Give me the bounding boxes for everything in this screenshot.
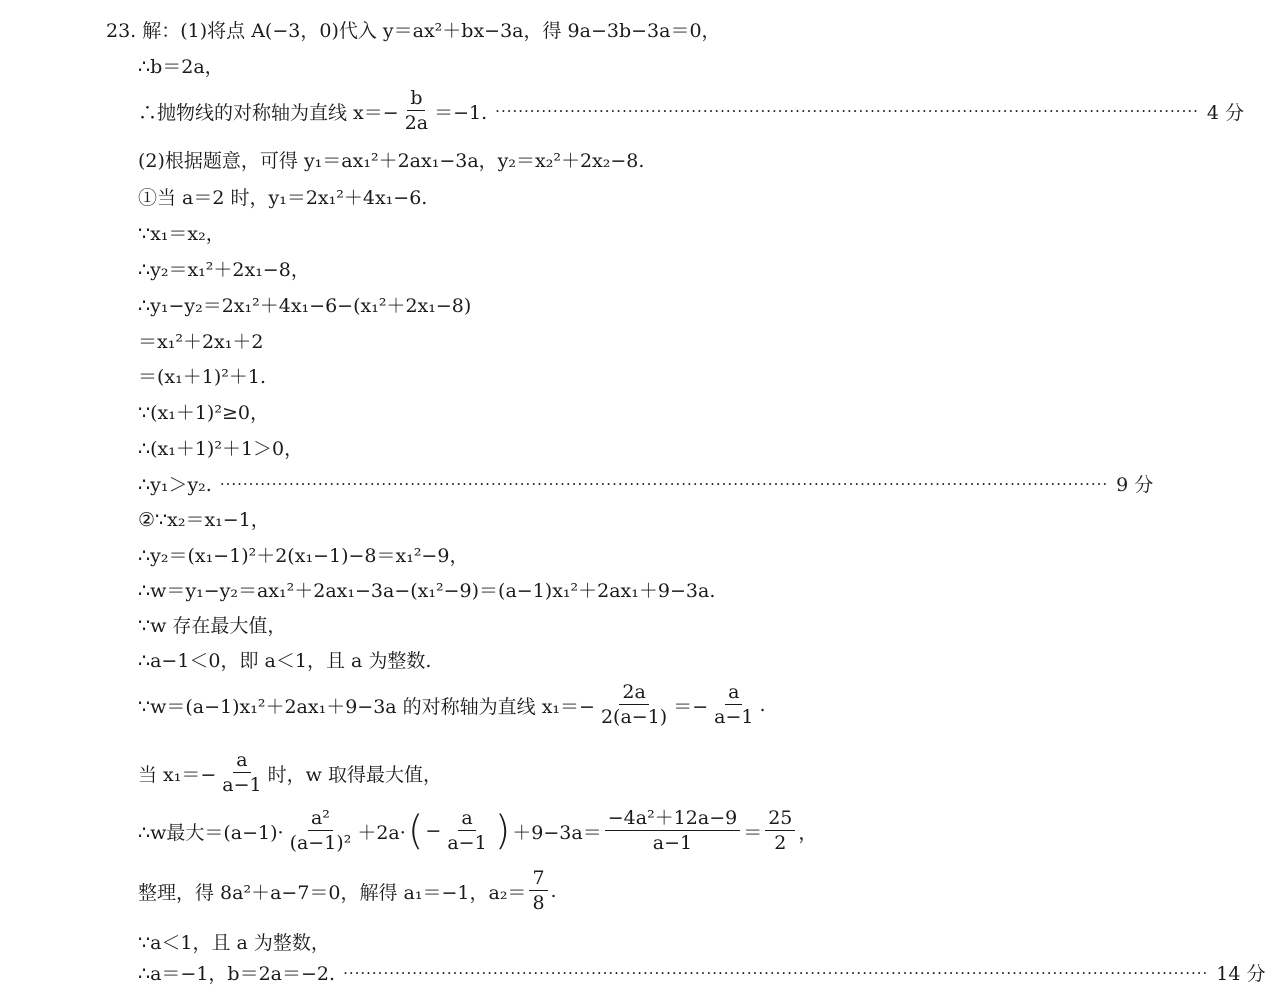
line-6: ∵x₁＝x₂， [138, 223, 225, 245]
line-21: ∴w最大＝(a−1)· $\frac{\text{a²}}{\text{(a−1)²}}$ ＋2a· ( − $\frac{a}{a-1}$ ) ＋9−3a＝ $\frac{\text{−4a²＋12a−9}}{a-1}$ ＝ $\frac{25}{2}$ ， [138, 807, 818, 855]
line-24: ∴a＝−1，b＝2a＝−2. ······················································································································································ 14 分 [138, 959, 1025, 986]
line-11: ∵(x₁＋1)²≥0， [138, 402, 269, 424]
line-23: ∵a＜1，且 a 为整数， [138, 932, 330, 954]
fraction-2a-over-2a-1: $\frac{2a}{2(a-1)}$ [600, 681, 668, 728]
line-10: ＝(x₁＋1)²＋1. [138, 366, 266, 388]
line-20: 当 x₁＝− $\frac{a}{a-1}$ 时，w 取得最大值， [138, 749, 442, 796]
line-3: ∴抛物线的对称轴为直线 x＝− $\frac{b}{2a}$ ＝−1. ·························································································································· 4 分 [138, 87, 1245, 134]
line-1: 23. 解：(1)将点 A(−3，0)代入 y＝ax²＋bx−3a，得 9a−3b−3a＝0， [106, 20, 721, 42]
fraction-25-over-2: $\frac{25}{2}$ [765, 808, 795, 855]
line-7: ∴y₂＝x₁²＋2x₁−8， [138, 259, 310, 281]
line-22: 整理，得 8a²＋a−7＝0，解得 a₁＝−1，a₂＝ $\frac{7}{8}$ . [138, 867, 557, 914]
line-19: ∵w＝(a−1)x₁²＋2ax₁＋9−3a 的对称轴为直线 x₁＝− $\frac{2a}{2(a-1)}$ ＝− $\frac{a}{a-1}$ . [138, 681, 766, 728]
score-4: 4 分 [1206, 101, 1245, 124]
line-14: ②∵x₂＝x₁−1， [138, 509, 270, 531]
line-5: ①当 a＝2 时，y₁＝2x₁²＋4x₁−6. [138, 187, 428, 209]
score-9: 9 分 [1116, 474, 1154, 496]
line-13: ∴y₁＞y₂. ·························································································································································· 9 分 [138, 470, 1025, 497]
leader-dots: ······················································································································································ [343, 963, 1209, 982]
line-12: ∴(x₁＋1)²＋1＞0， [138, 438, 304, 460]
line-8: ∴y₁−y₂＝2x₁²＋4x₁−6−(x₁²＋2x₁−8) [138, 295, 472, 317]
fraction-a-over-a-1: $\frac{a}{a-1}$ [714, 681, 754, 728]
line-16: ∴w＝y₁−y₂＝ax₁²＋2ax₁−3a−(x₁²−9)＝(a−1)x₁²＋2ax₁＋9−3a. [138, 580, 716, 602]
fraction-a2-over-a-1-squared: $\frac{\text{a²}}{\text{(a−1)²}}$ [289, 807, 352, 854]
leader-dots: ·························································································································· [495, 102, 1199, 121]
line-4: (2)根据题意，可得 y₁＝ax₁²＋2ax₁−3a，y₂＝x₂²＋2x₂−8. [138, 150, 645, 172]
fraction-expression-over-a-1: $\frac{\text{−4a²＋12a−9}}{a-1}$ [605, 808, 740, 855]
line-9: ＝x₁²＋2x₁＋2 [138, 331, 264, 353]
line-17: ∵w 存在最大值， [138, 615, 287, 637]
fraction-b-over-2a: $\frac{b}{2a}$ [404, 87, 429, 134]
line-2: ∴b＝2a， [138, 56, 224, 78]
fraction-a-over-a-1: $\frac{a}{a-1}$ [447, 807, 487, 854]
line-15: ∴y₂＝(x₁−1)²＋2(x₁−1)−8＝x₁²−9， [138, 545, 469, 567]
line-18: ∴a−1＜0，即 a＜1，且 a 为整数. [138, 650, 432, 672]
fraction-7-over-8: $\frac{7}{8}$ [529, 868, 547, 915]
fraction-a-over-a-1: $\frac{a}{a-1}$ [222, 749, 262, 796]
score-14: 14 分 [1216, 963, 1266, 985]
leader-dots: ·························································································································································· [219, 474, 1109, 493]
